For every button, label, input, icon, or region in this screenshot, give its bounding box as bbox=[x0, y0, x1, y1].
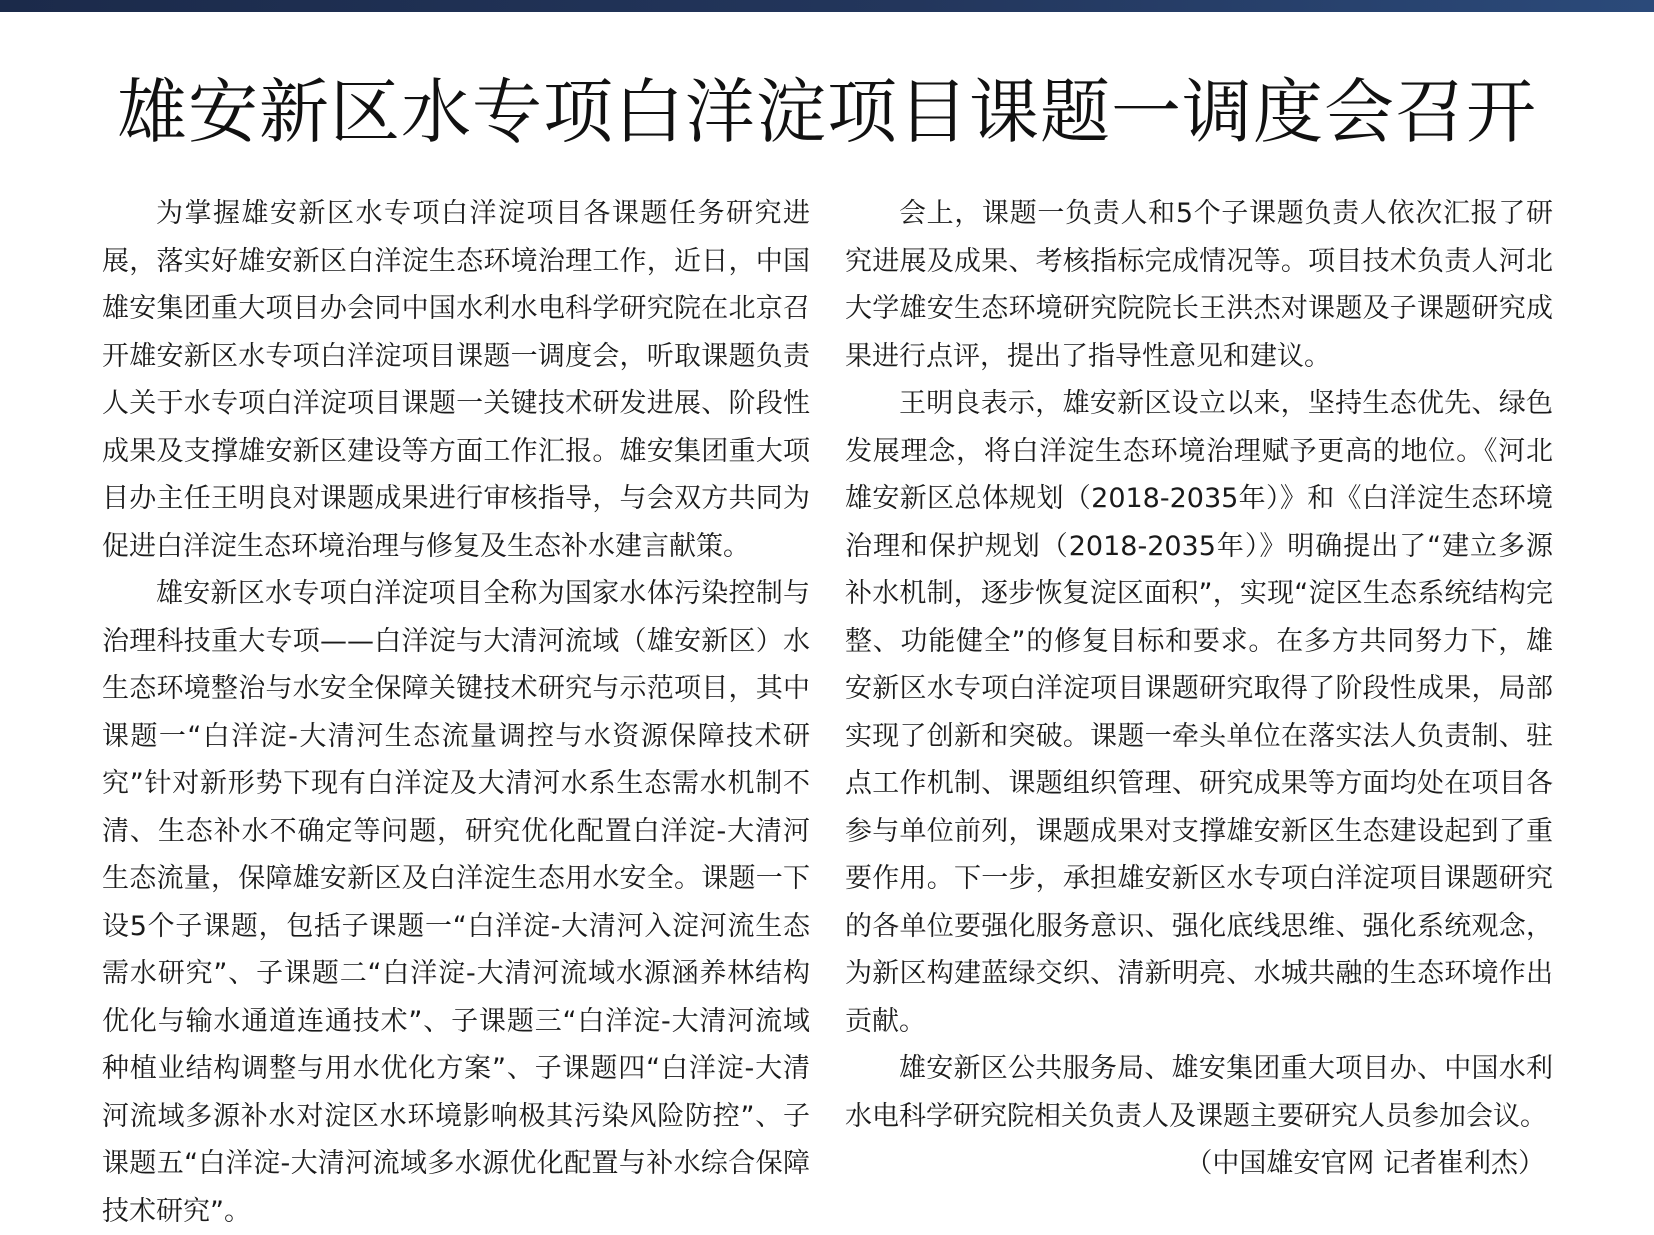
paragraph: 为掌握雄安新区水专项白洋淀项目各课题任务研究进展，落实好雄安新区白洋淀生态环境治理工作，近日，中国雄安集团重大项目办会同中国水利水电科学研究院在北京召开雄安新区水专项白洋淀项目课题一调度会，听取课题负责人关于水专项白洋淀项目课题一关键技术研发进展、阶段性成果及支撑雄安新区建设等方面工作汇报。雄安集团重大项目办主任王明良对课题成果进行审核指导，与会双方共同为促进白洋淀生态环境治理与修复及生态补水建言献策。 bbox=[102, 198, 810, 562]
paragraph: 雄安新区公共服务局、雄安集团重大项目办、中国水利水电科学研究院相关负责人及课题主要研究人员参加会议。 bbox=[845, 1053, 1553, 1132]
article-byline: （中国雄安官网 记者崔利杰） bbox=[1185, 1148, 1545, 1179]
paragraph: 雄安新区水专项白洋淀项目全称为国家水体污染控制与治理科技重大专项——白洋淀与大清河流域（雄安新区）水生态环境整治与水安全保障关键技术研究与示范项目，其中课题一“白洋淀-大清河生态流量调控与水资源保障技术研究”针对新形势下现有白洋淀及大清河水系生态需水机制不清、生态补水不确定等问题，研究优化配置白洋淀-大清河生态流量，保障雄安新区及白洋淀生态用水安全。课题一下设5个子课题，包括子课题一“白洋淀-大清河入淀河流生态需水研究”、子课题二“白洋淀-大清河流域水源涵养林结构优化与输水通道连通技术”、子课题三“白洋淀-大清河流域种植业结构调整与用水优化方案”、子课题四“白洋淀-大清河流域多源补水对淀区水环境影响极其污染风险防控”、子课题五“白洋淀-大清河流域多水源优化配置与补水综合保障技术研究”。 bbox=[102, 578, 810, 1227]
paragraph: 王明良表示，雄安新区设立以来，坚持生态优先、绿色发展理念，将白洋淀生态环境治理赋予更高的地位。《河北雄安新区总体规划（2018-2035年）》和《白洋淀生态环境治理和保护规划（2018-2035年）》明确提出了“建立多源补水机制，逐步恢复淀区面积”，实现“淀区生态系统结构完整、功能健全”的修复目标和要求。在多方共同努力下，雄安新区水专项白洋淀项目课题研究取得了阶段性成果，局部实现了创新和突破。课题一牵头单位在落实法人负责制、驻点工作机制、课题组织管理、研究成果等方面均处在项目各参与单位前列，课题成果对支撑雄安新区生态建设起到了重要作用。下一步，承担雄安新区水专项白洋淀项目课题研究的各单位要强化服务意识、强化底线思维、强化系统观念，为新区构建蓝绿交织、清新明亮、水城共融的生态环境作出贡献。 bbox=[845, 388, 1553, 1037]
article-column-right bbox=[845, 190, 1553, 1188]
article-title: 雄安新区水专项白洋淀项目课题一调度会召开 bbox=[117, 71, 1537, 153]
header-decorative-bar bbox=[0, 0, 1654, 12]
paragraph: 会上，课题一负责人和5个子课题负责人依次汇报了研究进展及成果、考核指标完成情况等。项目技术负责人河北大学雄安生态环境研究院院长王洪杰对课题及子课题研究成果进行点评，提出了指导性意见和建议。 bbox=[845, 198, 1553, 372]
article-column-left bbox=[102, 190, 810, 1235]
